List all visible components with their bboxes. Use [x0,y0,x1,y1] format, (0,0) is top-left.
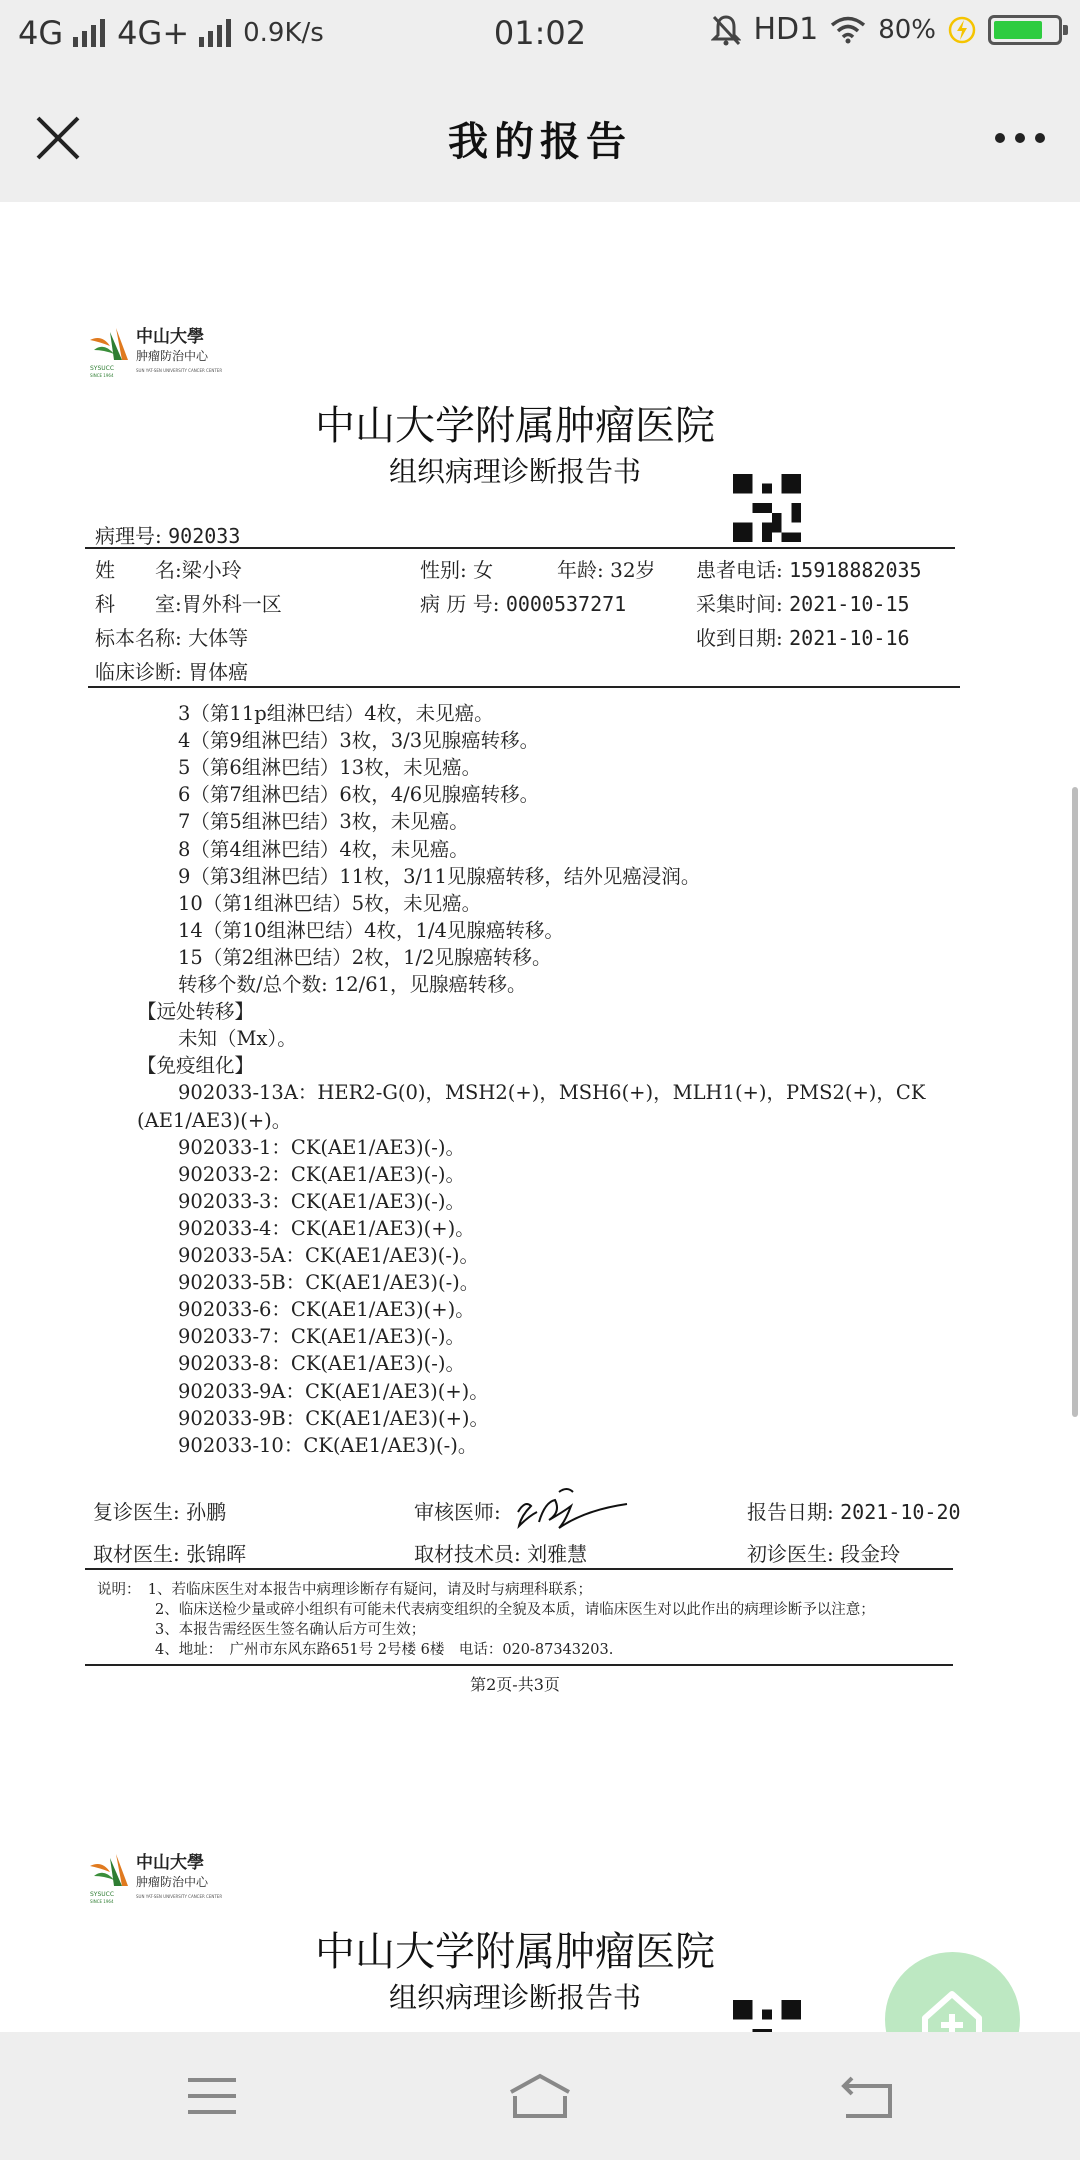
diagnosis-line: 902033-7：CK(AE1/AE3)(-)。 [178,1325,465,1349]
diagnosis-line: 15（第2组淋巴结）2枚，1/2见腺癌转移。 [178,945,552,969]
collect-value: 2021-10-15 [789,592,910,616]
network-speed: 0.9K/s [243,18,324,48]
page-number: 第2页-共3页 [470,1675,560,1694]
svg-text:SYSUCC: SYSUCC [90,365,115,372]
diagnosis-line: 902033-3：CK(AE1/AE3)(-)。 [178,1189,465,1213]
gender-field [420,554,493,583]
home-fab-button[interactable] [885,1952,1020,2032]
wifi-icon [830,16,866,44]
diagnosis-line: 8（第4组淋巴结）4枚，未见癌。 [178,837,469,861]
qr-code [733,2000,801,2032]
divider [85,1664,953,1666]
pathology-no-field [95,520,240,549]
sampling-doctor-field [93,1538,246,1567]
report-viewer[interactable] [0,202,1080,2032]
diagnosis-line: 902033-5B：CK(AE1/AE3)(-)。 [178,1271,480,1295]
review-doctor-label: 复诊医生: [93,1500,180,1524]
name-value: 梁小玲 [181,558,242,582]
home-add-icon [885,1952,1020,2032]
sampling-tech-label: 取材技术员: [414,1542,521,1566]
diagnosis-line: 7（第5组淋巴结）3枚，未见癌。 [178,810,469,834]
received-field [696,622,910,651]
clinical-field [95,656,248,685]
first-doctor-value: 段金玲 [840,1542,901,1566]
sysucc-logo [88,1846,248,1906]
back-icon[interactable] [838,2070,898,2122]
svg-text:肿瘤防治中心: 肿瘤防治中心 [136,1875,209,1889]
sampling-doctor-label: 取材医生: [93,1542,180,1566]
diagnosis-line: 902033-1：CK(AE1/AE3)(-)。 [178,1135,465,1159]
diagnosis-line: (AE1/AE3)(+)。 [137,1108,292,1132]
hospital-name: 中山大学附属肿瘤医院 [315,1929,715,1975]
qr-code [733,474,801,542]
record-value: 0000537271 [505,592,627,616]
age-value: 32岁 [610,558,656,582]
collect-field [696,588,910,617]
pathology-no-value: 902033 [168,524,241,548]
first-doctor-label: 初诊医生: [747,1542,834,1566]
battery-percent: 80% [878,14,936,45]
diagnosis-line: 902033-9A：CK(AE1/AE3)(+)。 [178,1379,489,1403]
note-line: 4、地址： 广州市东风东路651号 2号楼 6楼 电话：020-87343203. [97,1642,614,1658]
divider [85,547,955,549]
diagnosis-line: 【免疫组化】 [137,1054,255,1078]
review-doctor-value: 孙鹏 [186,1500,227,1524]
name-field [95,554,242,583]
svg-text:SYSUCC: SYSUCC [90,1891,115,1898]
network-4gplus-label: 4G+ [117,14,190,52]
report-title: 组织病理诊断报告书 [388,455,641,488]
specimen-field [95,622,248,651]
sampling-tech-value: 刘雅慧 [527,1542,588,1566]
menu-icon[interactable] [182,2070,242,2122]
diagnosis-line: 【远处转移】 [137,1000,255,1024]
diagnosis-line: 4（第9组淋巴结）3枚，3/3见腺癌转移。 [178,729,540,753]
svg-text:中山大學: 中山大學 [136,1853,204,1873]
diagnosis-line: 10（第1组淋巴结）5枚，未见癌。 [178,891,482,915]
status-bar [0,0,1080,72]
record-label: 病 历 号: [420,592,500,616]
sampling-doctor-value: 张锦晖 [186,1542,247,1566]
gender-value: 女 [473,558,494,582]
note-line: 说明： 1、若临床医生对本报告中病理诊断存有疑问，请及时与病理科联系； [97,1582,592,1598]
collect-label: 采集时间: [696,592,783,616]
charging-icon [948,16,976,44]
app-header [0,72,1080,202]
diagnosis-line: 902033-9B：CK(AE1/AE3)(+)。 [178,1406,490,1430]
sysucc-logo [88,320,248,380]
diagnosis-line: 6（第7组淋巴结）6枚，4/6见腺癌转移。 [178,783,540,807]
name-label: 姓 名: [95,558,182,582]
report-date-label: 报告日期: [747,1500,834,1524]
divider [85,1568,953,1570]
network-4g-label: 4G [18,14,64,52]
dept-field [95,588,282,617]
diagnosis-line: 5（第6组淋巴结）13枚，未见癌。 [178,756,482,780]
clinical-value: 胃体癌 [188,660,249,684]
note-line: 2、临床送检少量或碎小组织有可能未代表病变组织的全貌及本质，请临床医生对以此作出的病理诊断予以注意； [97,1602,875,1618]
audit-doctor-label: 审核医师: [414,1500,501,1524]
diagnosis-line: 902033-10：CK(AE1/AE3)(-)。 [178,1433,478,1457]
diagnosis-line: 3（第11p组淋巴结）4枚，未见癌。 [178,702,494,725]
hospital-name: 中山大学附属肿瘤医院 [315,403,715,449]
divider [88,686,960,688]
diagnosis-line: 未知（Mx）。 [178,1027,297,1051]
svg-text:肿瘤防治中心: 肿瘤防治中心 [136,349,209,363]
gender-label: 性别: [420,558,467,582]
dept-value: 胃外科一区 [181,592,282,616]
svg-text:中山大學: 中山大學 [136,327,204,347]
diagnosis-line: 14（第10组淋巴结）4枚，1/4见腺癌转移。 [178,918,564,942]
note-line: 3、本报告需经医生签名确认后方可生效； [97,1622,426,1638]
page-title: 我的报告 [448,119,632,165]
doctor-signature [515,1482,630,1534]
svg-text:SINCE 1964: SINCE 1964 [90,1899,114,1904]
dept-label: 科 室: [95,592,182,616]
first-doctor-field [747,1538,900,1567]
report-date-value: 2021-10-20 [840,1500,961,1524]
report-date-field [747,1496,961,1525]
system-nav-bar [0,2032,1080,2160]
received-value: 2021-10-16 [789,626,910,650]
age-label: 年龄: [557,558,604,582]
diagnosis-line: 9（第3组淋巴结）11枚，3/11见腺癌转移，结外见癌浸润。 [178,864,701,888]
report-title: 组织病理诊断报告书 [388,1981,641,2014]
home-icon[interactable] [505,2070,575,2122]
diagnosis-line: 902033-13A：HER2-G(0)，MSH2(+)，MSH6(+)，MLH1(+)，PMS2(+)，CK [178,1081,926,1105]
age-field [557,554,656,583]
pathology-no-label: 病理号: [95,524,162,548]
battery-fill [994,21,1042,39]
received-label: 收到日期: [696,626,783,650]
diagnosis-line: 转移个数/总个数: 12/61，见腺癌转移。 [178,973,527,996]
svg-text:SUN YAT-SEN UNIVERSITY CANCER: SUN YAT-SEN UNIVERSITY CANCER CENTER [136,368,223,373]
review-doctor-field [93,1496,226,1525]
diagnosis-line: 902033-2：CK(AE1/AE3)(-)。 [178,1162,465,1186]
hd-label: HD1 [753,12,819,47]
sampling-tech-field [414,1538,587,1567]
scrollbar[interactable] [1072,787,1078,1417]
svg-text:SUN YAT-SEN UNIVERSITY CANCER: SUN YAT-SEN UNIVERSITY CANCER CENTER [136,1894,223,1899]
diagnosis-line: 902033-5A：CK(AE1/AE3)(-)。 [178,1244,480,1267]
clinical-label: 临床诊断: [95,660,182,684]
phone-label: 患者电话: [696,558,783,582]
system-status [711,12,1062,47]
diagnosis-line: 902033-6：CK(AE1/AE3)(+)。 [178,1298,475,1322]
specimen-value: 大体等 [188,626,249,650]
phone-value: 15918882035 [789,558,922,582]
record-field [420,588,626,617]
diagnosis-line: 902033-4：CK(AE1/AE3)(+)。 [178,1216,475,1240]
specimen-label: 标本名称: [95,626,182,650]
mute-bell-icon [711,14,741,46]
battery-icon [988,15,1062,45]
diagnosis-line: 902033-8：CK(AE1/AE3)(-)。 [178,1352,465,1376]
phone-field [696,554,922,583]
clock: 01:02 [493,14,587,52]
svg-text:SINCE 1964: SINCE 1964 [90,373,114,378]
more-options-icon[interactable] [990,110,1050,166]
